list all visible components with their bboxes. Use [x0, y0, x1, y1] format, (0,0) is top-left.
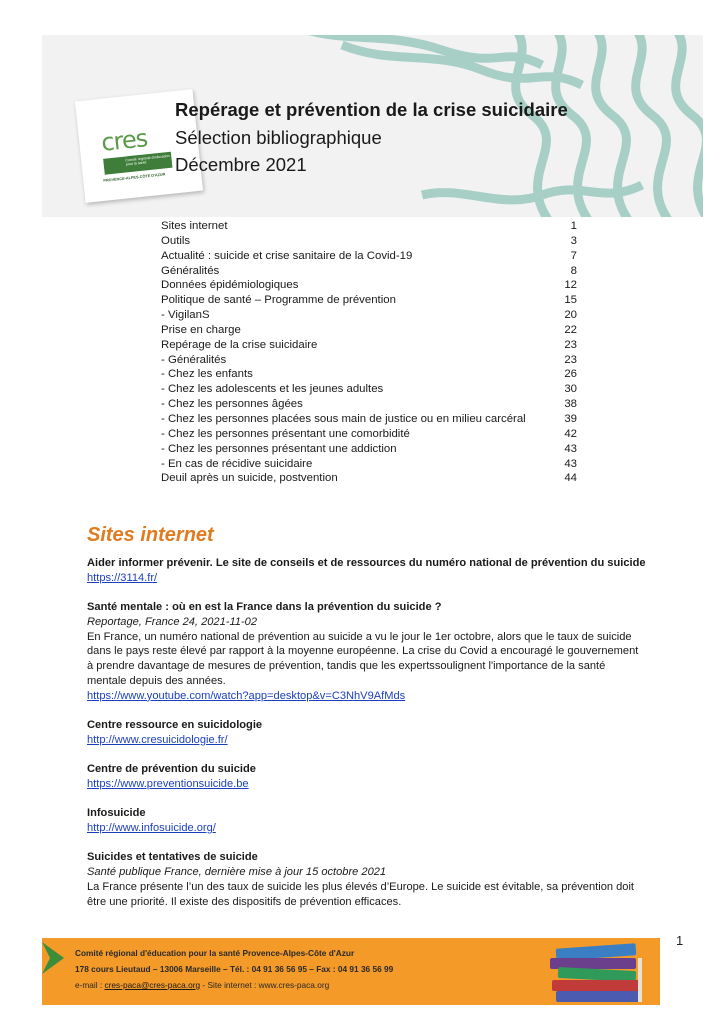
logo-region: PROVENCE-ALPES-CÔTE D'AZUR — [103, 172, 166, 183]
toc-row[interactable] — [161, 353, 577, 368]
toc-label: Politique de santé – Programme de prévention — [161, 294, 396, 307]
toc-row[interactable] — [161, 308, 577, 323]
toc-page: 43 — [564, 442, 577, 455]
toc-row[interactable] — [161, 323, 577, 338]
toc-page: 44 — [564, 472, 577, 485]
list-item — [87, 600, 647, 704]
toc-label: - Généralités — [161, 353, 227, 366]
toc-page: 3 — [570, 234, 577, 247]
logo-tagline: Comité régional d'éducation pour la santé — [125, 153, 170, 167]
toc-row[interactable] — [161, 397, 577, 412]
toc-label: - En cas de récidive suicidaire — [161, 457, 313, 470]
toc-row[interactable] — [161, 457, 577, 472]
toc-label: Actualité : suicide et crise sanitaire de la Covid-19 — [161, 249, 413, 262]
toc-row[interactable] — [161, 471, 577, 486]
toc-page: 12 — [564, 279, 577, 292]
toc-label: - Chez les personnes âgées — [161, 398, 303, 411]
section-heading: Sites internet — [87, 524, 214, 546]
toc-label: Repérage de la crise suicidaire — [161, 338, 318, 351]
toc-page: 30 — [564, 383, 577, 396]
entry-link[interactable]: https://www.preventionsuicide.be — [87, 778, 249, 791]
toc-page: 7 — [570, 249, 577, 262]
toc-row[interactable] — [161, 367, 577, 382]
toc-label: Données épidémiologiques — [161, 279, 299, 292]
toc-label: Deuil après un suicide, postvention — [161, 472, 338, 485]
entry-title: Centre de prévention du suicide — [87, 763, 256, 776]
toc-row[interactable] — [161, 338, 577, 353]
toc-row[interactable] — [161, 412, 577, 427]
entry-title: Aider informer prévenir. Le site de conseils et de ressources du numéro national de prévention du suicide — [87, 557, 646, 569]
table-of-contents — [161, 219, 577, 486]
toc-page: 23 — [564, 338, 577, 351]
email-label: e-mail : — [75, 980, 103, 990]
entry-title: Suicides et tentatives de suicide — [87, 851, 258, 864]
toc-page: 8 — [570, 264, 577, 277]
toc-row[interactable] — [161, 442, 577, 457]
entry-link[interactable]: http://www.infosuicide.org/ — [87, 822, 216, 835]
title-block — [175, 96, 568, 178]
toc-label: Généralités — [161, 264, 220, 277]
list-item — [87, 556, 647, 586]
bibliography-list — [87, 556, 647, 924]
entry-title: Infosuicide — [87, 807, 146, 820]
email-link[interactable]: cres-paca@cres-paca.org — [104, 980, 201, 990]
footer-banner — [42, 938, 660, 1005]
toc-row[interactable] — [161, 249, 577, 264]
entry-description: La France présente l’un des taux de suicide les plus élevés d’Europe. Le suicide est évitable, sa prévention doit être une priorité. Il existe des dispositifs de prévention efficaces. — [87, 881, 635, 908]
toc-page: 26 — [564, 368, 577, 381]
toc-page: 15 — [564, 294, 577, 307]
toc-row[interactable] — [161, 219, 577, 234]
toc-row[interactable] — [161, 427, 577, 442]
entry-link[interactable]: https://3114.fr/ — [87, 571, 158, 584]
toc-page: 1 — [570, 220, 577, 232]
document-title: Repérage et prévention de la crise suicidaire — [175, 99, 568, 120]
entry-source: Reportage, France 24, 2021-11-02 — [87, 615, 258, 628]
toc-page: 23 — [564, 353, 577, 366]
list-item — [87, 762, 647, 792]
toc-label: - Chez les adolescents et les jeunes adultes — [161, 383, 384, 396]
toc-page: 42 — [564, 427, 577, 440]
list-item — [87, 718, 647, 748]
toc-row[interactable] — [161, 382, 577, 397]
list-item — [87, 806, 647, 836]
document-date: Décembre 2021 — [175, 154, 307, 175]
toc-label: - Chez les personnes présentant une comorbidité — [161, 427, 410, 440]
toc-row[interactable] — [161, 264, 577, 279]
site-label: - Site internet : www.cres-paca.org — [202, 980, 330, 990]
toc-page: 20 — [564, 309, 577, 322]
arrow-icon — [42, 942, 72, 978]
books-icon — [542, 938, 660, 1005]
footer-org: Comité régional d'éducation pour la santé Provence-Alpes-Côte d'Azur — [75, 948, 355, 958]
logo-wordmark: cres — [100, 124, 149, 157]
entry-title: Centre ressource en suicidologie — [87, 719, 263, 732]
document-subtitle: Sélection bibliographique — [175, 127, 382, 148]
toc-label: - Chez les personnes placées sous main de justice ou en milieu carcéral — [161, 412, 526, 425]
footer-address: 178 cours Lieutaud – 13006 Marseille – Tél. : 04 91 36 56 95 – Fax : 04 91 36 56 99 — [75, 964, 394, 974]
toc-page: 43 — [564, 457, 577, 470]
toc-page: 22 — [564, 323, 577, 336]
toc-label: Prise en charge — [161, 323, 241, 336]
entry-link[interactable]: http://www.cresuicidologie.fr/ — [87, 733, 228, 746]
toc-label: - Chez les enfants — [161, 368, 253, 381]
toc-label: Sites internet — [161, 220, 228, 232]
entry-title: Santé mentale : où en est la France dans la prévention du suicide ? — [87, 601, 442, 614]
entry-link[interactable]: https://www.youtube.com/watch?app=desktop&v=C3NhV9AfMds — [87, 689, 406, 702]
toc-label: Outils — [161, 234, 191, 247]
list-item — [87, 850, 647, 909]
toc-label: - Chez les personnes présentant une addiction — [161, 442, 397, 455]
footer-links — [75, 977, 393, 993]
toc-row[interactable] — [161, 293, 577, 308]
entry-description: En France, un numéro national de prévention au suicide a vu le jour le 1er octobre, alors que le taux de suicide dans le pays reste élevé par rapport à la moyenne européenne. La crise du Covid a encouragé le gouvernement à prendre davantage de mesures de prévention, tandis que les expertssoulignent l'importance de la santé mentale depuis des années. — [87, 630, 639, 688]
toc-page: 38 — [564, 398, 577, 411]
toc-label: - VigilanS — [161, 309, 210, 322]
page-number: 1 — [676, 933, 684, 948]
footer-contact — [75, 945, 393, 993]
entry-source: Santé publique France, dernière mise à jour 15 octobre 2021 — [87, 866, 387, 879]
toc-row[interactable] — [161, 234, 577, 249]
toc-row[interactable] — [161, 278, 577, 293]
toc-page: 39 — [564, 412, 577, 425]
